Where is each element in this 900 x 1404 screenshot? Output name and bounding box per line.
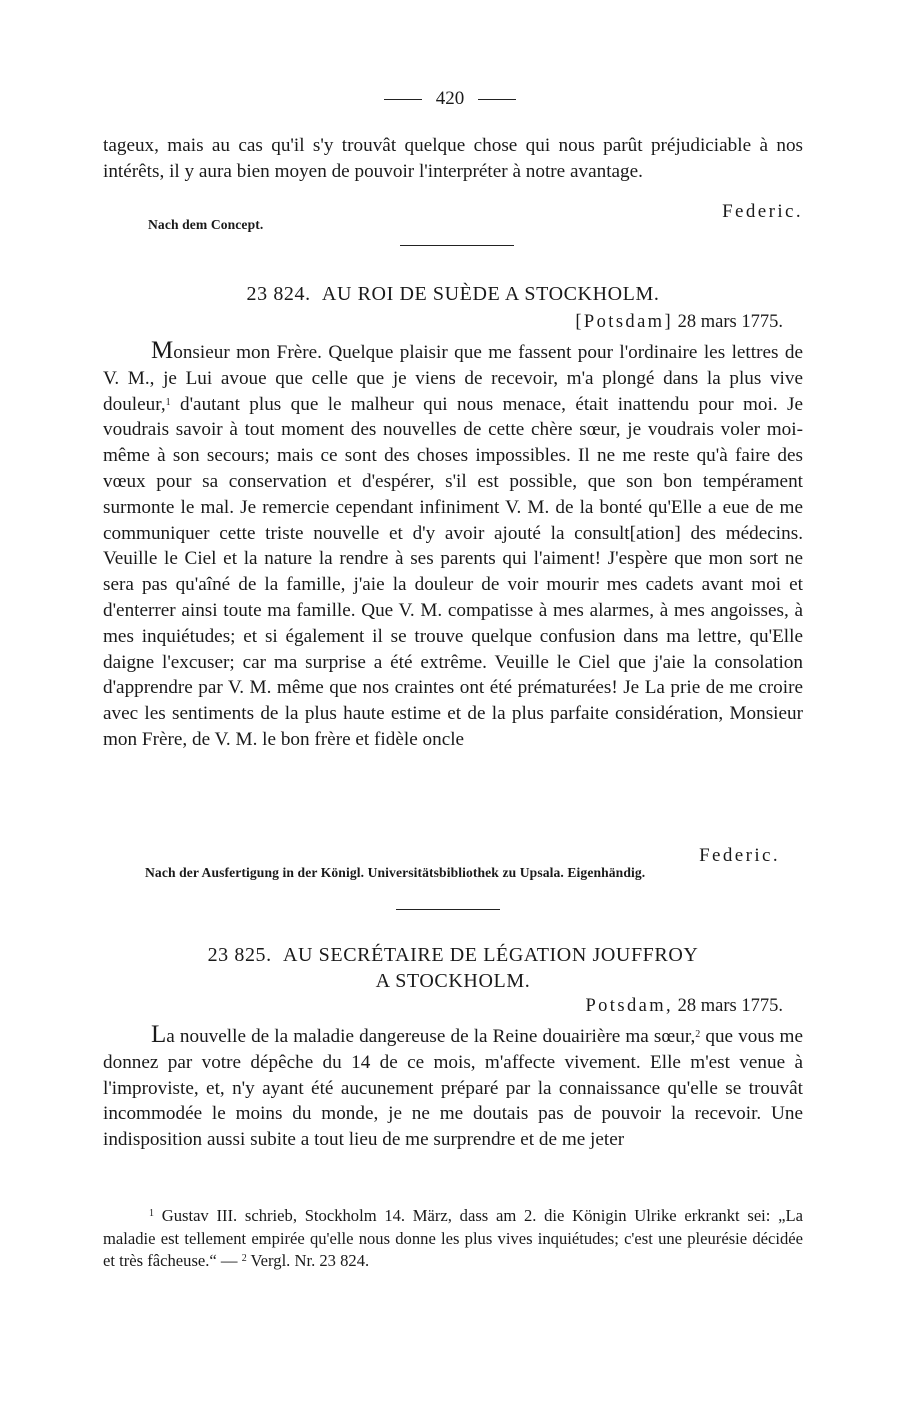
footnote-2-text: Vergl. Nr. 23 824. — [246, 1251, 370, 1270]
footnote-1-mark: 1 — [149, 1208, 154, 1219]
letter-1-body-text-cont: d'autant plus que le malheur qui nous menace, était inattendu pour moi. Je voudrais savoir à tout moment des nouvelles de cette chère sœur, je voudrais voler moi-même à son secours; mais ce sont des choses impossibles. Il ne me reste qu'à faire des vœux pour sa conservation et d'espérer, s'il est possible, que son bon tempérament surmonte le mal. Je remercie cependant infiniment V. M. de la bonté qu'Elle a eue de me communiquer cette triste nouvelle et d'y avoir ajouté la consult[ation] des médecins. Veuille le Ciel et la nature la rendre à ses parents qui l'aiment! J'espère que mon sort ne sera pas qu'aîné de la famille, j'aie la douleur de voir mourir mes cadets avant moi et d'enterrer ainsi toute ma famille. Que V. M. compatisse à mes alarmes, à mes angoisses, à mes inquiétudes; et si également il se trouve quelque confusion dans ma lettre, qu'Elle daigne l'excuser; car ma surprise a été extrême. Veuille le Ciel que j'aie la consolation d'apprendre par V. M. même que nos craintes ont été prématurées! Je La prie de me croire avec les sentiments de la plus haute estime et de la plus parfaite considération, Monsieur mon Frère, de V. M. le bon frère et fidèle oncle — [103, 393, 803, 750]
letter-2-body-block — [103, 1021, 803, 1153]
continuation-text: tageux, mais au cas qu'il s'y trouvât quelque chose qui nous parût préjudiciable à nos intérêts, il y aura bien moyen de pouvoir l'interpréter à notre avantage. — [103, 135, 803, 182]
footnote-2-mark: 2 — [241, 1253, 247, 1264]
footnotes — [103, 1205, 803, 1273]
continuation-block — [103, 133, 803, 185]
letter-1-place: [Potsdam] — [575, 312, 674, 332]
letter-1-number: 23 824. — [246, 283, 311, 305]
letter-1-signature: Federic. — [699, 845, 780, 866]
letter-2-number: 23 825. — [207, 944, 272, 966]
footnotes-block — [103, 1205, 803, 1273]
letter-1-initial: M — [151, 337, 174, 364]
letter-2-heading — [103, 942, 803, 994]
letter-2-body-text: a nouvelle de la maladie dangereuse de la Reine douairière ma sœur, — [166, 1026, 696, 1047]
letter-1-date: 28 mars 1775. — [677, 312, 783, 332]
letter-1-dateline — [103, 312, 783, 333]
letter-2-dateline — [103, 996, 783, 1017]
letter-1-heading — [103, 281, 803, 307]
letter-1-body-block — [103, 337, 803, 753]
header-dash-right — [478, 99, 516, 100]
letter-1-source: Nach der Ausfertigung in der Königl. Universitätsbibliothek zu Upsala. Eigenhändig. — [145, 865, 646, 880]
letter-2-body-text-cont: que vous me donnez par votre dépêche du 14 de ce mois, m'affecte vivement. Elle m'est venue à l'improviste, et, n'y ayant été aucunement préparé par la connaissance qu'elle se trouvât incommodée le moins du monde, je ne me doutais pas de pouvoir la recevoir. Une indisposition aussi subite a tout lieu de me surprendre et de me jeter — [103, 1026, 803, 1151]
continuation-signature: Federic. — [722, 201, 803, 222]
footnote-ref-2: 2 — [695, 1029, 701, 1040]
header-dash-left — [384, 99, 422, 100]
letter-2-place: Potsdam, — [585, 996, 674, 1016]
letter-1-title: AU ROI DE SUÈDE A STOCKHOLM. — [321, 283, 660, 305]
letter-2-body — [103, 1021, 803, 1153]
letter-2-date: 28 mars 1775. — [677, 996, 783, 1016]
page-header — [0, 88, 900, 110]
footnote-1-text: Gustav III. schrieb, Stockholm 14. März, dass am 2. die Königin Ulrike erkrankt sei: „La maladie est tellement empirée qu'elle nous donne les plus vives inquiétudes; c'est une pleurésie décidée et très fâcheuse.“ — — [103, 1206, 803, 1270]
page-number: 420 — [435, 88, 465, 109]
letter-1-body — [103, 337, 803, 753]
letter-2-initial: L — [151, 1021, 167, 1048]
letter-1-body-text: onsieur mon Frère. Quelque plaisir que me fassent pour l'ordinaire les lettres de V. M., je Lui avoue que celle que je viens de recevoir, m'a plongé dans la plus vive douleur, — [103, 342, 803, 415]
letter-2-title: AU SECRÉTAIRE DE LÉGATION JOUFFROY — [282, 944, 699, 966]
section-rule — [396, 909, 500, 910]
continuation-source: Nach dem Concept. — [148, 217, 264, 232]
letter-2-title-line2: A STOCKHOLM. — [375, 970, 531, 992]
footnote-ref-1: 1 — [165, 396, 171, 408]
section-rule — [400, 245, 514, 246]
